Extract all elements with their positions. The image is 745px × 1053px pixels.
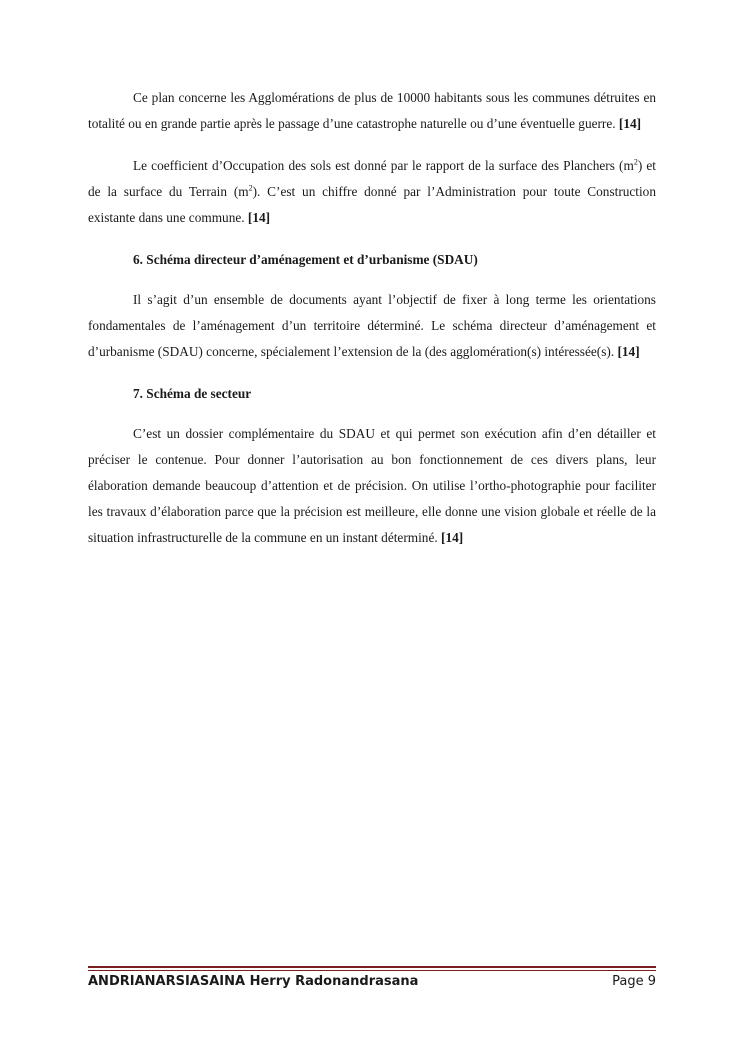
paragraph-sdau [88,287,656,365]
footer-rule-thin [88,970,656,971]
page-number: Page 9 [612,974,656,989]
section-heading-sdau: 6. Schéma directeur d’aménagement et d’urbanisme (SDAU) [133,252,478,267]
paragraph-text: ) et de la surface du Terrain (m [88,158,656,199]
superscript: 2 [633,157,638,167]
citation-ref: [14] [247,210,271,225]
paragraph-agglomerations [88,85,656,137]
paragraph-secteur [88,421,656,551]
section-heading-secteur: 7. Schéma de secteur [133,386,252,401]
footer-rule [88,966,656,968]
paragraph-text: Il s’agit d’un ensemble de documents ayant l’objectif de fixer à long terme les orientations fondamentales de l’aménagement d’un territoire déterminé. Le schéma directeur d’aménagement et d’urbanisme (SDAU) concerne, spécialement l’extension de la (des agglomération(s) intéressée(s). [88,292,656,359]
document-body [88,85,656,567]
paragraph-text: Ce plan concerne les Agglomérations de plus de 10000 habitants sous les communes détruites en totalité ou en grande partie après le passage d’une catastrophe naturelle ou d’une éventuelle guerre. [88,90,656,131]
citation-ref: [14] [441,530,464,545]
page-footer [88,974,656,989]
paragraph-cos [88,153,656,231]
paragraph-text: C’est un dossier complémentaire du SDAU et qui permet son exécution afin d’en détailler et préciser le contenue. Pour donner l’autorisation au bon fonctionnement de ces divers plans, leur élaboration demande beaucoup d’attention et de précision. On utilise l’ortho-photographie pour faciliter les travaux d’élaboration parce que la précision est meilleure, elle donne une vision globale et réelle de la situation infrastructurelle de la commune en un instant déterminé. [88,426,656,545]
footer-author: ANDRIANARSIASAINA Herry Radonandrasana [88,974,419,989]
citation-ref: [14] [617,344,640,359]
paragraph-text: Le coefficient d’Occupation des sols est donné par le rapport de la surface des Planchers (m [133,158,634,173]
paragraph-text: ). C’est un chiffre donné par l’Administration pour toute Construction existante dans une commune. [88,184,656,225]
citation-ref: [14] [618,116,642,131]
superscript: 2 [248,183,253,193]
